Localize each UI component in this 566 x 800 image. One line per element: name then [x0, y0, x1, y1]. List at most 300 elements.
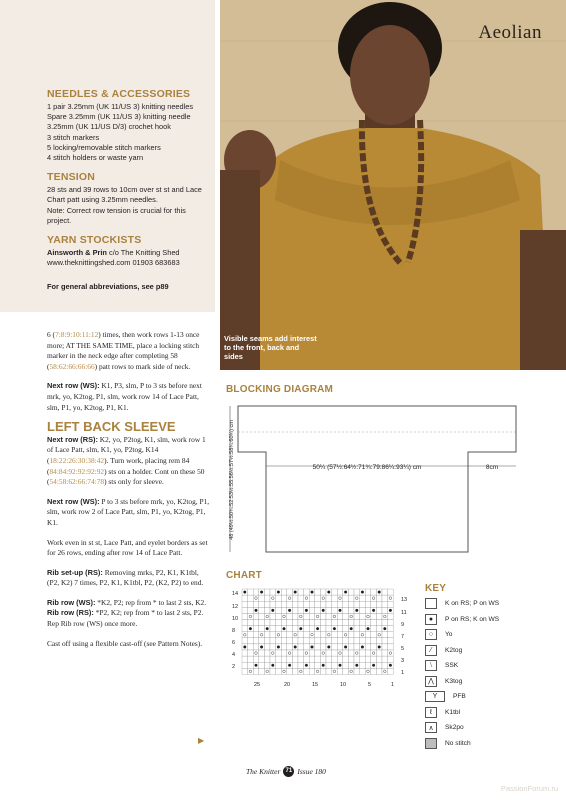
chart-cell — [242, 638, 248, 644]
yarn-stockist — [47, 248, 205, 258]
chart-symbol — [311, 646, 314, 649]
chart-cell — [337, 601, 343, 607]
chart-cell — [292, 613, 298, 619]
chart-cell — [253, 626, 259, 632]
chart-cell — [388, 668, 394, 674]
chart-symbol — [328, 591, 331, 594]
chart-cell — [354, 668, 360, 674]
chart-cell — [332, 613, 338, 619]
chart-cell — [332, 620, 338, 626]
chart-cell — [382, 613, 388, 619]
chart-cell — [276, 662, 282, 668]
chart-cell — [281, 607, 287, 613]
chart-cell — [242, 650, 248, 656]
chart-cell — [315, 662, 321, 668]
chart-cell — [270, 638, 276, 644]
chart-cell — [337, 620, 343, 626]
chart-cell — [270, 656, 276, 662]
magazine-name: The Knitter — [246, 767, 281, 776]
chart-cell — [320, 650, 326, 656]
page-footer — [246, 766, 326, 777]
chart-cell — [371, 656, 377, 662]
chart-cell — [242, 620, 248, 626]
chart-cell — [304, 620, 310, 626]
chart-cell — [281, 589, 287, 595]
chart-cell — [298, 613, 304, 619]
chart-cell — [264, 644, 270, 650]
chart-cell — [365, 644, 371, 650]
chart-cell — [276, 656, 282, 662]
chart-cell — [298, 620, 304, 626]
chart-cell — [320, 644, 326, 650]
chart-cell — [264, 613, 270, 619]
chart-cell — [332, 644, 338, 650]
chart-cell — [248, 656, 254, 662]
chart-cell — [270, 668, 276, 674]
chart-cell — [326, 656, 332, 662]
chart-cell — [248, 644, 254, 650]
chart-symbol — [384, 627, 387, 630]
chart-symbol — [389, 609, 392, 612]
chart-symbol — [333, 627, 336, 630]
chart-cell — [388, 650, 394, 656]
chart-cell — [253, 650, 259, 656]
chart-cell — [343, 668, 349, 674]
chart-cell — [287, 644, 293, 650]
chart-cell — [242, 607, 248, 613]
chart-cell — [298, 662, 304, 668]
yarn-heading: YARN STOCKISTS — [47, 234, 142, 247]
chart-cell — [326, 668, 332, 674]
chart-cell — [259, 595, 265, 601]
chart-cell — [360, 656, 366, 662]
chart-symbol — [305, 609, 308, 612]
chart-cell — [332, 638, 338, 644]
chart-cell — [281, 644, 287, 650]
chart-cell — [376, 607, 382, 613]
needles-heading: NEEDLES & ACCESSORIES — [47, 88, 191, 100]
tension-note: Note: Correct row tension is crucial for this project. — [47, 205, 186, 225]
chart-title: CHART — [226, 570, 262, 581]
row-label: 12 — [232, 604, 239, 610]
chart-cell — [315, 644, 321, 650]
chart-symbol — [244, 591, 247, 594]
chart-cell — [320, 668, 326, 674]
chart-cell — [253, 595, 259, 601]
chart-cell — [309, 613, 315, 619]
chart-cell — [315, 632, 321, 638]
row-label: 11 — [401, 610, 407, 616]
chart-cell — [326, 638, 332, 644]
chart-cell — [270, 626, 276, 632]
chart-cell — [354, 613, 360, 619]
chart-cell — [270, 620, 276, 626]
chart-cell — [320, 613, 326, 619]
chart-cell — [309, 595, 315, 601]
chart-cell — [264, 601, 270, 607]
chart-cell — [332, 589, 338, 595]
issue-number: Issue 180 — [297, 767, 326, 776]
chart-cell — [360, 626, 366, 632]
pattern-paragraph: Next row (WS): P to 3 sts before mrk, yo, K2tog, P1, slm, work row 2 of Lace Patt, slm, P1, yo, K2tog, P1, K1. — [47, 496, 210, 527]
pattern-instructions — [47, 330, 210, 658]
chart-cell — [354, 638, 360, 644]
chart-cell — [326, 650, 332, 656]
needles-item: 3 stitch markers — [47, 132, 100, 142]
chart-cell — [276, 650, 282, 656]
chart-cell — [315, 613, 321, 619]
chart-cell — [371, 650, 377, 656]
chart-cell — [304, 644, 310, 650]
chart-cell — [360, 613, 366, 619]
pattern-paragraph: Rep Rib row (WS) once more. — [47, 619, 138, 629]
chart-symbol — [372, 664, 375, 667]
chart-cell — [354, 595, 360, 601]
chart-cell — [264, 620, 270, 626]
chart-cell — [348, 638, 354, 644]
chart-cell — [337, 668, 343, 674]
chart-symbol — [272, 609, 275, 612]
chart-cell — [304, 632, 310, 638]
chart-cell — [298, 638, 304, 644]
chart-cell — [320, 632, 326, 638]
chart-cell — [315, 656, 321, 662]
row-label: 10 — [232, 616, 239, 622]
chart-cell — [376, 613, 382, 619]
chart-cell — [276, 607, 282, 613]
chart-cell — [360, 595, 366, 601]
lace-chart — [226, 583, 406, 695]
sk2po-icon: ∧ — [425, 722, 437, 733]
chart-symbol — [277, 646, 280, 649]
chart-cell — [360, 668, 366, 674]
chart-cell — [365, 668, 371, 674]
chart-cell — [371, 638, 377, 644]
chart-cell — [242, 662, 248, 668]
chart-cell — [348, 668, 354, 674]
chart-cell — [371, 595, 377, 601]
chart-cell — [253, 632, 259, 638]
no-stitch-icon — [425, 738, 437, 749]
width-label: 50¼ (57½:64½:71¾:79:86¼:93¼) cm — [312, 464, 422, 471]
chart-cell — [253, 644, 259, 650]
chart-cell — [326, 632, 332, 638]
chart-cell — [337, 613, 343, 619]
chart-cell — [309, 656, 315, 662]
chart-cell — [326, 626, 332, 632]
abbreviations-note: For general abbreviations, see p89 — [47, 282, 169, 292]
chart-cell — [343, 607, 349, 613]
chart-cell — [348, 589, 354, 595]
chart-cell — [388, 620, 394, 626]
tension-heading: TENSION — [47, 171, 96, 184]
chart-cell — [304, 589, 310, 595]
tension-section — [47, 171, 205, 226]
row-label: 9 — [401, 622, 405, 628]
chart-cell — [315, 620, 321, 626]
chart-cell — [259, 668, 265, 674]
chart-cell — [287, 656, 293, 662]
chart-cell — [382, 656, 388, 662]
chart-cell — [365, 589, 371, 595]
chart-cell — [365, 613, 371, 619]
col-label: 25 — [254, 682, 261, 688]
chart-cell — [248, 613, 254, 619]
chart-cell — [343, 662, 349, 668]
chart-cell — [371, 644, 377, 650]
chart-cell — [388, 656, 394, 662]
chart-cell — [360, 620, 366, 626]
pattern-paragraph: 6 (7:8:9:10:11:12) times, then work rows 1-13 once more; AT THE SAME TIME, place a locking stitch marker in the neck edge after completing 58 (58:62:66:66:66) patt rows to mark side of neck. — [47, 330, 200, 371]
chart-cell — [376, 668, 382, 674]
needles-item: 3.25mm (UK 11/US D/3) crochet hook — [47, 122, 171, 132]
chart-cell — [292, 638, 298, 644]
chart-cell — [320, 601, 326, 607]
chart-cell — [388, 632, 394, 638]
chart-cell — [281, 613, 287, 619]
row-label: 13 — [401, 597, 408, 603]
needles-item: 1 pair 3.25mm (UK 11/US 3) knitting needles — [47, 102, 194, 111]
chart-cell — [371, 626, 377, 632]
chart-cell — [348, 607, 354, 613]
chart-cell — [248, 607, 254, 613]
photo-caption: Visible seams add interest to the front, back and sides — [224, 334, 317, 361]
chart-cell — [287, 620, 293, 626]
chart-cell — [259, 638, 265, 644]
chart-symbol — [322, 664, 325, 667]
key-item: ⁄ K2tog — [425, 643, 545, 659]
chart-symbol — [260, 591, 263, 594]
pattern-paragraph: Cast off using a flexible cast-off (see Pattern Notes). — [47, 638, 203, 648]
chart-symbol — [344, 646, 347, 649]
chart-symbol — [311, 591, 314, 594]
chart-cell — [376, 626, 382, 632]
chart-cell — [242, 601, 248, 607]
key-item: ● P on RS; K on WS — [425, 612, 545, 628]
chart-cell — [337, 650, 343, 656]
tension-text: 28 sts and 39 rows to 10cm over st st and Lace Chart patt using 3.25mm needles. — [47, 185, 202, 205]
chart-cell — [270, 601, 276, 607]
chart-cell — [388, 644, 394, 650]
chart-symbol — [378, 646, 381, 649]
chart-symbol — [272, 664, 275, 667]
blocking-diagram — [226, 400, 532, 560]
chart-cell — [298, 656, 304, 662]
chart-cell — [270, 595, 276, 601]
chart-cell — [242, 595, 248, 601]
col-label: 1 — [391, 682, 395, 688]
chart-cell — [371, 632, 377, 638]
chart-cell — [326, 607, 332, 613]
key-item: ℓ K1tbl — [425, 705, 545, 721]
pattern-paragraph: Rib row (WS): *K2, P2; rep from * to last 2 sts, K2. — [47, 597, 207, 607]
chart-cell — [292, 626, 298, 632]
chart-cell — [320, 656, 326, 662]
chart-cell — [354, 620, 360, 626]
chart-cell — [371, 589, 377, 595]
chart-cell — [304, 638, 310, 644]
chart-cell — [348, 620, 354, 626]
row-label: 2 — [232, 664, 236, 670]
chart-cell — [348, 632, 354, 638]
row-label: 4 — [232, 652, 236, 658]
chart-cell — [248, 638, 254, 644]
chart-symbol — [356, 609, 359, 612]
key-item: ⧵ SSK — [425, 658, 545, 674]
chart-cell — [270, 613, 276, 619]
chart-cell — [304, 668, 310, 674]
ssk-icon: ⧵ — [425, 660, 437, 671]
col-label: 20 — [284, 682, 291, 688]
chart-cell — [264, 662, 270, 668]
continue-arrow-icon: ▶ — [198, 736, 205, 745]
chart-symbol — [260, 646, 263, 649]
chart-cell — [242, 632, 248, 638]
chart-cell — [253, 589, 259, 595]
chart-cell — [253, 613, 259, 619]
chart-cell — [365, 650, 371, 656]
chart-cell — [264, 656, 270, 662]
chart-cell — [281, 662, 287, 668]
chart-cell — [382, 607, 388, 613]
chart-cell — [309, 662, 315, 668]
chart-cell — [343, 656, 349, 662]
key-item: ○ Yo — [425, 627, 545, 643]
chart-cell — [264, 638, 270, 644]
row-label: 3 — [401, 658, 405, 664]
chart-cell — [332, 632, 338, 638]
chart-symbol — [249, 627, 252, 630]
chart-cell — [304, 626, 310, 632]
row-label: 6 — [232, 640, 236, 646]
chart-cell — [287, 668, 293, 674]
chart-cell — [332, 668, 338, 674]
chart-cell — [320, 626, 326, 632]
chart-cell — [348, 601, 354, 607]
pattern-paragraph: Rib set-up (RS): Removing mrks, P2, K1, K1tbl, (P2, K2) 7 times, P2, K1, K1tbl, P2, (K2, P2) to end. — [47, 567, 204, 588]
chart-cell — [376, 595, 382, 601]
chart-cell — [360, 601, 366, 607]
chart-cell — [332, 656, 338, 662]
chart-cell — [298, 589, 304, 595]
chart-cell — [348, 595, 354, 601]
chart-cell — [248, 662, 254, 668]
chart-cell — [388, 613, 394, 619]
chart-cell — [382, 595, 388, 601]
k2tog-icon: ⁄ — [425, 645, 437, 656]
chart-cell — [337, 632, 343, 638]
chart-cell — [281, 650, 287, 656]
key-item: No stitch — [425, 736, 545, 752]
chart-cell — [376, 601, 382, 607]
chart-cell — [253, 620, 259, 626]
chart-cell — [304, 601, 310, 607]
chart-cell — [276, 613, 282, 619]
chart-symbol — [300, 627, 303, 630]
chart-cell — [242, 626, 248, 632]
chart-cell — [292, 632, 298, 638]
chart-cell — [365, 601, 371, 607]
chart-cell — [287, 638, 293, 644]
chart-cell — [332, 601, 338, 607]
chart-cell — [292, 656, 298, 662]
chart-cell — [309, 626, 315, 632]
pattern-paragraph: Rib row (RS): *P2, K2; rep from * to last 2 sts, P2. — [47, 608, 204, 618]
chart-cell — [259, 607, 265, 613]
chart-cell — [371, 620, 377, 626]
chart-cell — [304, 656, 310, 662]
chart-cell — [382, 632, 388, 638]
col-label: 10 — [340, 682, 347, 688]
chart-cell — [298, 644, 304, 650]
height-label: 48 (49½:50¾:52:53½:55:56½:57½:58¾:60¼) cm — [229, 420, 235, 540]
chart-cell — [292, 620, 298, 626]
col-label: 5 — [368, 682, 372, 688]
chart-cell — [309, 607, 315, 613]
section-heading-left-back-sleeve: LEFT BACK SLEEVE — [47, 419, 176, 435]
chart-cell — [287, 613, 293, 619]
yarn-stockist-rest: c/o The Knitting Shed — [106, 248, 180, 258]
chart-cell — [304, 650, 310, 656]
chart-cell — [337, 638, 343, 644]
chart-cell — [259, 626, 265, 632]
chart-cell — [332, 595, 338, 601]
chart-cell — [287, 626, 293, 632]
chart-cell — [248, 620, 254, 626]
chart-cell — [287, 601, 293, 607]
chart-cell — [388, 626, 394, 632]
chart-cell — [360, 662, 366, 668]
chart-cell — [326, 601, 332, 607]
chart-cell — [388, 589, 394, 595]
chart-cell — [348, 656, 354, 662]
chart-symbol — [283, 627, 286, 630]
chart-cell — [309, 601, 315, 607]
chart-cell — [309, 632, 315, 638]
chart-cell — [365, 607, 371, 613]
chart-cell — [248, 595, 254, 601]
chart-cell — [348, 662, 354, 668]
chart-cell — [259, 613, 265, 619]
chart-cell — [259, 650, 265, 656]
chart-cell — [371, 613, 377, 619]
needles-section — [47, 88, 205, 163]
chart-cell — [276, 668, 282, 674]
chart-cell — [343, 613, 349, 619]
yarn-website[interactable]: www.theknittingshed.com 01903 683683 — [47, 258, 180, 268]
chart-cell — [276, 620, 282, 626]
chart-cell — [371, 601, 377, 607]
chart-symbol — [322, 609, 325, 612]
chart-symbol — [372, 609, 375, 612]
chart-cell — [270, 650, 276, 656]
chart-symbol — [350, 627, 353, 630]
chart-cell — [315, 668, 321, 674]
purl-icon: ● — [425, 614, 437, 625]
blocking-diagram-title: BLOCKING DIAGRAM — [226, 384, 334, 395]
chart-cell — [248, 601, 254, 607]
chart-cell — [382, 650, 388, 656]
chart-symbol — [361, 646, 364, 649]
chart-cell — [337, 644, 343, 650]
chart-symbol — [255, 664, 258, 667]
chart-cell — [287, 595, 293, 601]
chart-cell — [337, 595, 343, 601]
k3tog-icon: ⋀ — [425, 676, 437, 687]
chart-cell — [382, 620, 388, 626]
chart-cell — [287, 632, 293, 638]
chart-symbol — [277, 591, 280, 594]
